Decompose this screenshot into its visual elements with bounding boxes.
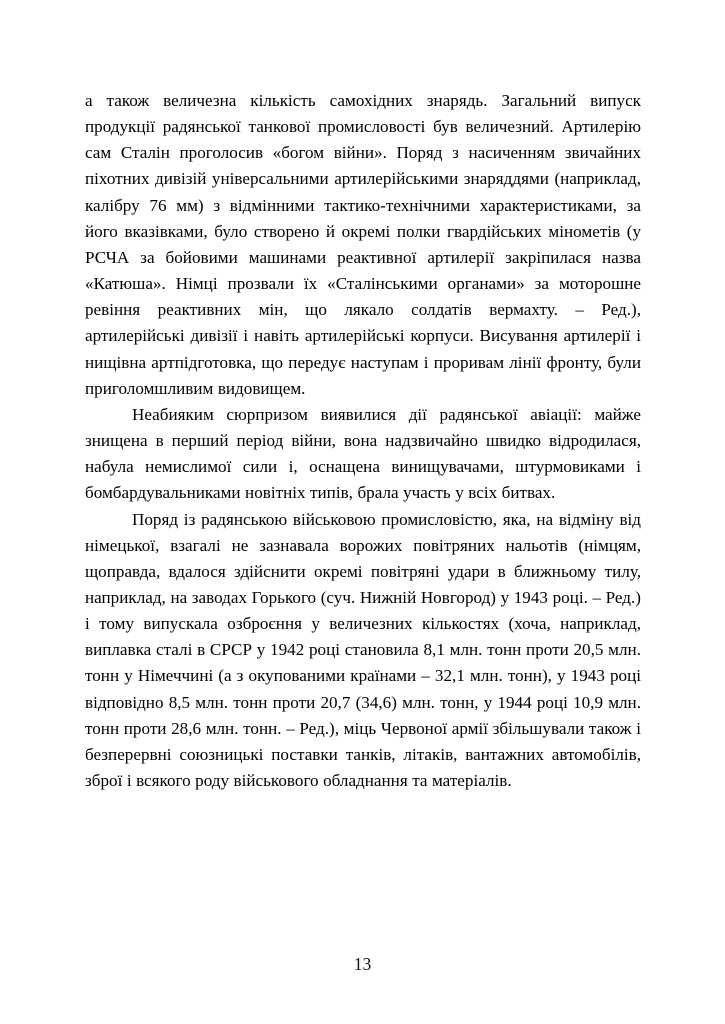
paragraph-2: Неабияким сюрпризом виявилися дії радянської авіації: майже знищена в перший період війни, вона надзвичайно швидко відродилася, набула немислимої сили і, оснащена винищувачами, штурмовиками і бомбардувальниками новітніх типів, брала участь у всіх битвах. [85, 404, 641, 503]
paragraph-3: Поряд із радянською військовою промисловістю, яка, на відміну від німецької, взагалі не зазнавала ворожих повітряних нальотів (німцям, щоправда, вдалося здійснити окремі повітряні удари в ближньому тилу, наприклад, на заводах Горького (суч. Нижній Новгород) у 1943 році. – Ред.) і тому випускала озброєння у величезних кількостях (хоча, наприклад, виплавка сталі в СРСР у 1942 році становила 8,1 млн. тонн проти 20,5 млн. тонн у Німеччині (а з окупованими країнами – 32,1 млн. тонн), у 1943 році відповідно 8,5 млн. тонн проти 20,7 (34,6) млн. тонн, у 1944 році 10,9 млн. тонн проти 28,6 млн. тонн. – Ред.), міць Червоної армії збільшували також і безперервні союзницькі поставки танків, літаків, вантажних автомобілів, зброї і всякого роду військового обладнання та матеріалів. [85, 509, 641, 791]
paragraph-1: а також величезна кількість самохідних знарядь. Загальний випуск продукції радянської танкової промисловості був величезний. Артилерію сам Сталін проголосив «богом війни». Поряд з насиченням звичайних піхотних дивізій універсальними артилерійськими знаряддями (наприклад, калібру 76 мм) з відмінними тактико-технічними характеристиками, за його вказівками, було створено й окремі полки гвардійських мінометів (у РСЧА за бойовими машинами реактивної артилерії закріпилася назва «Катюша». Німці прозвали їх «Сталінськими органами» за моторошне ревіння реактивних мін, що лякало солдатів вермахту. – Ред.), артилерійські дивізії і навіть артилерійські корпуси. Висування артилерії і нищівна артпідготовка, що передує наступам і проривам лінії фронту, були приголомшливим видовищем. [85, 91, 641, 398]
body-text-block [85, 88, 641, 794]
page-number: 13 [353, 954, 372, 974]
